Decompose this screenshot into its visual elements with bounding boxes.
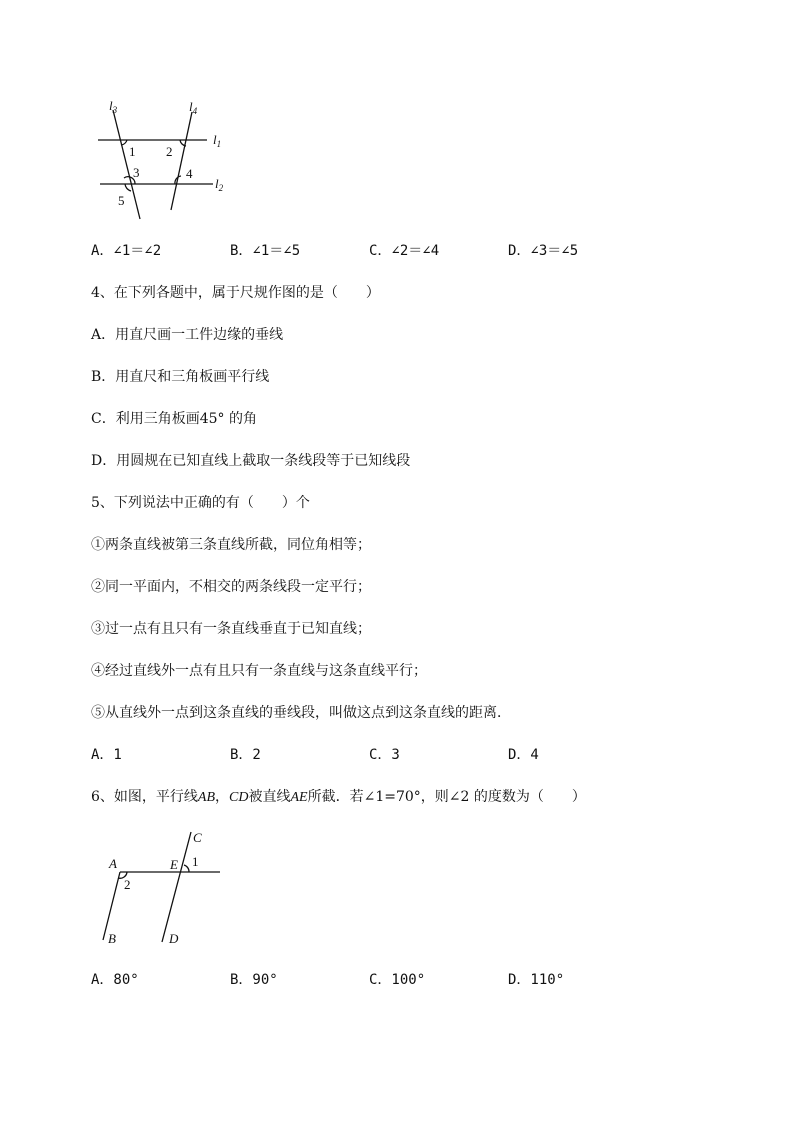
q3-option-d: D．∠3＝∠5 [508,243,579,259]
angle-label-2: 2 [166,144,173,159]
q3-option-c: C．∠2＝∠4 [369,243,440,259]
figure-parallel-lines-1 [95,98,235,228]
line-l4 [171,112,192,210]
line-ab [103,872,120,940]
line-cd [162,832,191,942]
label-e: E [170,857,178,872]
label-l3: $l_3$ [109,98,118,115]
q5-statement-3: ③过一点有且只有一条直线垂直于已知直线； [91,621,371,637]
q5-option-a: A．1 [91,747,122,763]
q4-stem: 4、在下列各题中，属于尺规作图的是（ ） [91,285,380,301]
q6-option-a: A．80° [91,972,139,988]
q4-option-d: D．用圆规在已知直线上截取一条线段等于已知线段 [91,453,411,469]
label-b: B [108,931,116,946]
label-l2: $l_2$ [215,176,224,193]
label-l1: $l_1$ [213,132,222,149]
figure-parallel-lines-2 [100,826,240,951]
q6-option-c: C．100° [369,972,426,988]
label-l4: $l_4$ [189,99,198,116]
angle-label-3: 3 [133,165,140,180]
q5-option-b: B．2 [230,747,261,763]
angle-label-4: 4 [186,166,193,181]
q6-stem-pre: 6、如图，平行线 [91,789,198,805]
angle-arc-1 [121,140,127,145]
label-d: D [169,931,179,946]
q4-option-b: B．用直尺和三角板画平行线 [91,369,270,385]
label-2: 2 [124,877,131,892]
q6-post: 所截．若∠1=70°，则∠2 的度数为（ ） [307,789,586,805]
label-c: C [193,830,202,845]
angle-label-1: 1 [129,144,136,159]
q5-statement-1: ①两条直线被第三条直线所截，同位角相等； [91,537,371,553]
q6-ae: AE [290,790,308,805]
q5-statement-5: ⑤从直线外一点到这条直线的垂线段，叫做这点到这条直线的距离． [91,705,511,721]
q6-comma: ， [215,789,230,805]
angle-arc-1 [184,865,189,872]
q6-ab: AB [197,790,216,805]
q5-statement-2: ②同一平面内，不相交的两条线段一定平行； [91,579,371,595]
q6-option-d: D．110° [508,972,565,988]
q5-stem: 5、下列说法中正确的有（ ）个 [91,495,310,511]
q6-option-b: B．90° [230,972,278,988]
label-1: 1 [192,854,199,869]
q3-option-b: B．∠1＝∠5 [230,243,301,259]
q6-mid: 被直线 [248,789,291,805]
angle-arc-5 [125,184,131,191]
q3-option-a: A．∠1＝∠2 [91,243,162,259]
q6-cd: CD [229,790,249,805]
q4-option-c: C．利用三角板画45° 的角 [91,411,257,427]
q4-option-a: A．用直尺画一工件边缘的垂线 [91,327,284,343]
q6-stem [91,788,586,807]
q5-statement-4: ④经过直线外一点有且只有一条直线与这条直线平行； [91,663,427,679]
angle-label-5: 5 [118,193,125,208]
q5-option-c: C．3 [369,747,400,763]
label-a: A [109,856,117,871]
q5-option-d: D．4 [508,747,539,763]
